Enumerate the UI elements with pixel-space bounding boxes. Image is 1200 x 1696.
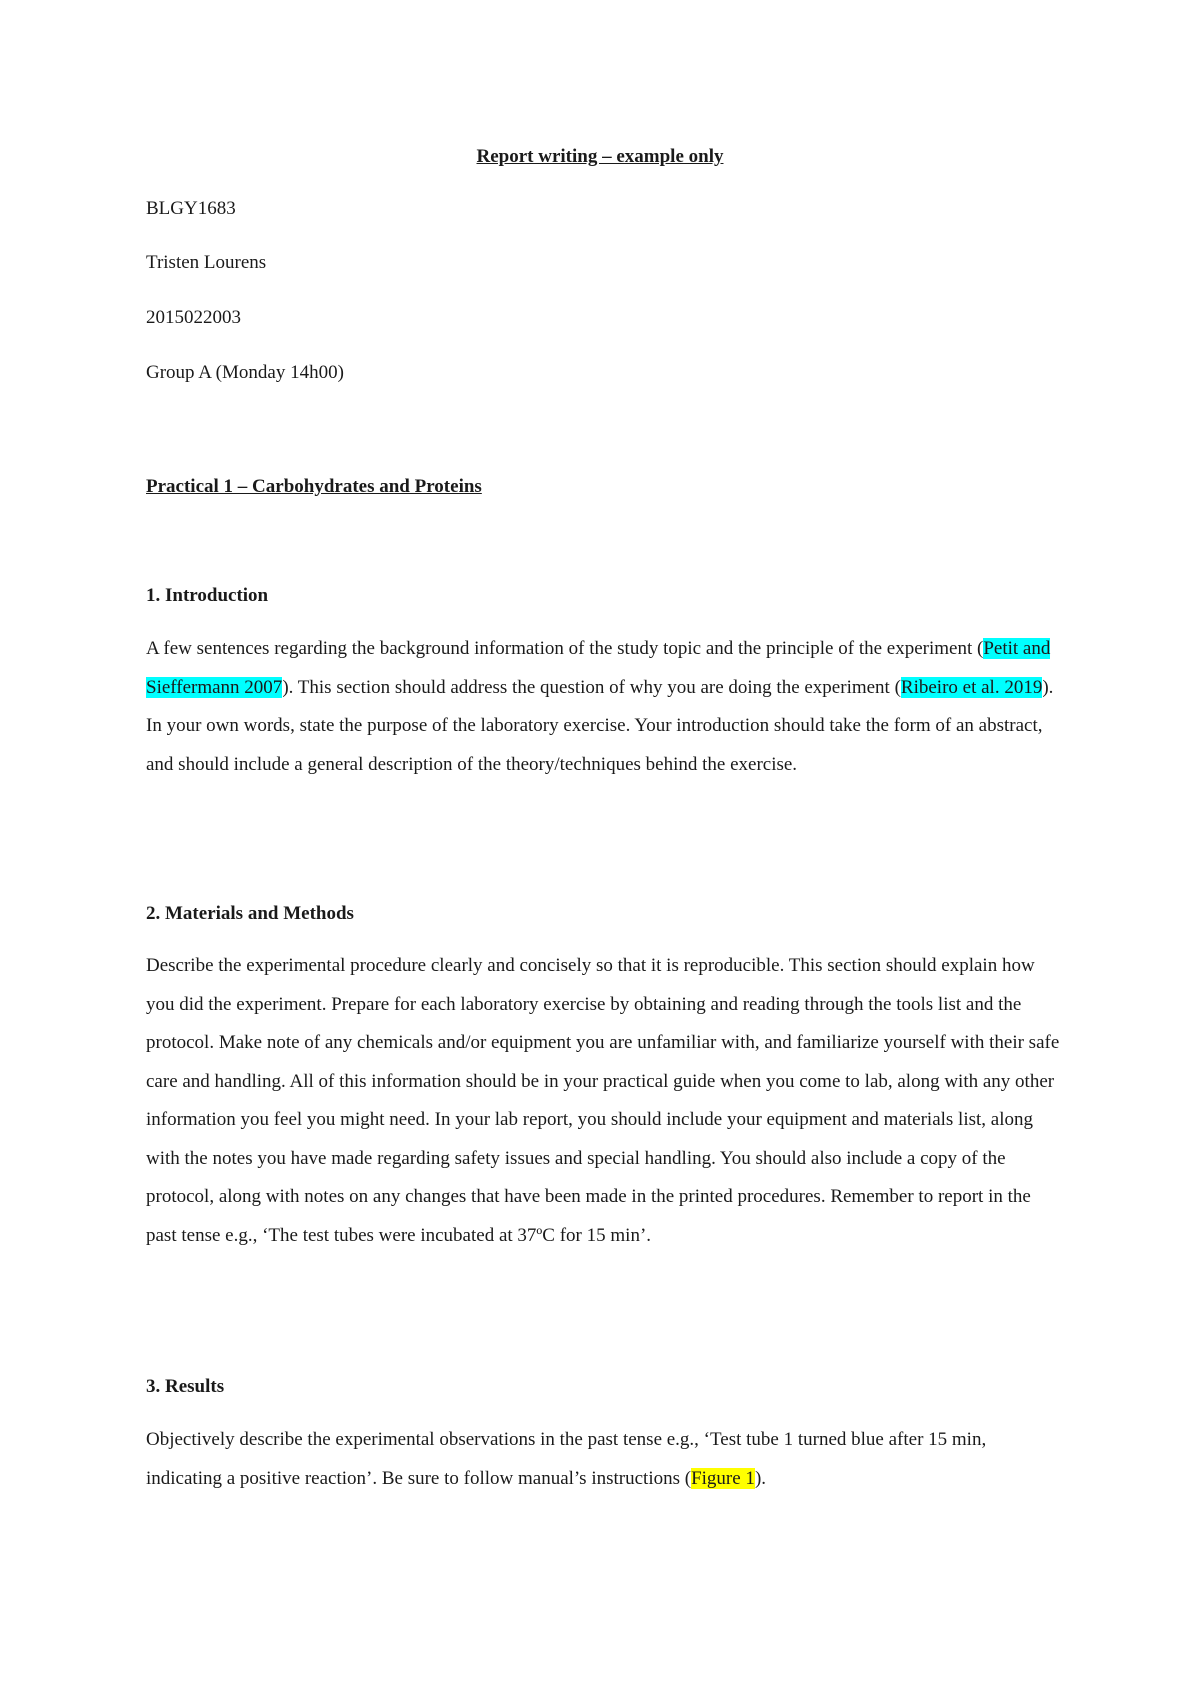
- practical-title: Practical 1 – Carbohydrates and Proteins: [146, 476, 482, 497]
- results-text: Objectively describe the experimental observations in the past tense e.g., ‘Test tube 1 turned blue after 15 min, indicating a positive reaction’. Be sure to follow manual’s instructions (: [146, 1429, 987, 1489]
- figure-reference-highlight: Figure 1: [691, 1467, 755, 1489]
- student-name: Tristen Lourens: [146, 252, 267, 273]
- introduction-body: [146, 630, 1066, 784]
- introduction-text: ). This section should address the question of why you are doing the experiment (: [282, 676, 901, 698]
- citation-highlight: Ribeiro et al. 2019: [900, 676, 1043, 698]
- group-info: Group A (Monday 14h00): [146, 362, 344, 383]
- document-title: Report writing – example only: [476, 146, 724, 167]
- results-text: ).: [754, 1467, 767, 1489]
- introduction-text: ). In your own words, state the purpose of the laboratory exercise. Your introduction should take the form of an abstract, and should include a general description of the theory/techniques behind the exercise.: [146, 676, 1054, 775]
- student-number: 2015022003: [146, 307, 241, 328]
- introduction-text: A few sentences regarding the background information of the study topic and the principle of the experiment (: [146, 638, 984, 659]
- course-code: BLGY1683: [146, 198, 236, 219]
- methods-heading: 2. Materials and Methods: [146, 903, 354, 924]
- results-body: [146, 1421, 1066, 1498]
- methods-body: Describe the experimental procedure clearly and concisely so that it is reproducible. This section should explain how you did the experiment. Prepare for each laboratory exercise by obtaining and reading through the tools list and the protocol. Make note of any chemicals and/or equipment you are unfamiliar with, and familiarize yourself with their safe care and handling. All of this information should be in your practical guide when you come to lab, along with any other information you feel you might need. In your lab report, you should include your equipment and materials list, along with the notes you have made regarding safety issues and special handling. You should also include a copy of the protocol, along with notes on any changes that have been made in the printed procedures. Remember to report in the past tense e.g., ‘The test tubes were incubated at 37ºC for 15 min’.: [146, 955, 1060, 1246]
- results-heading: 3. Results: [146, 1376, 225, 1397]
- citation-highlight: Petit and Sieffermann 2007: [146, 638, 1051, 698]
- introduction-heading: 1. Introduction: [146, 585, 269, 606]
